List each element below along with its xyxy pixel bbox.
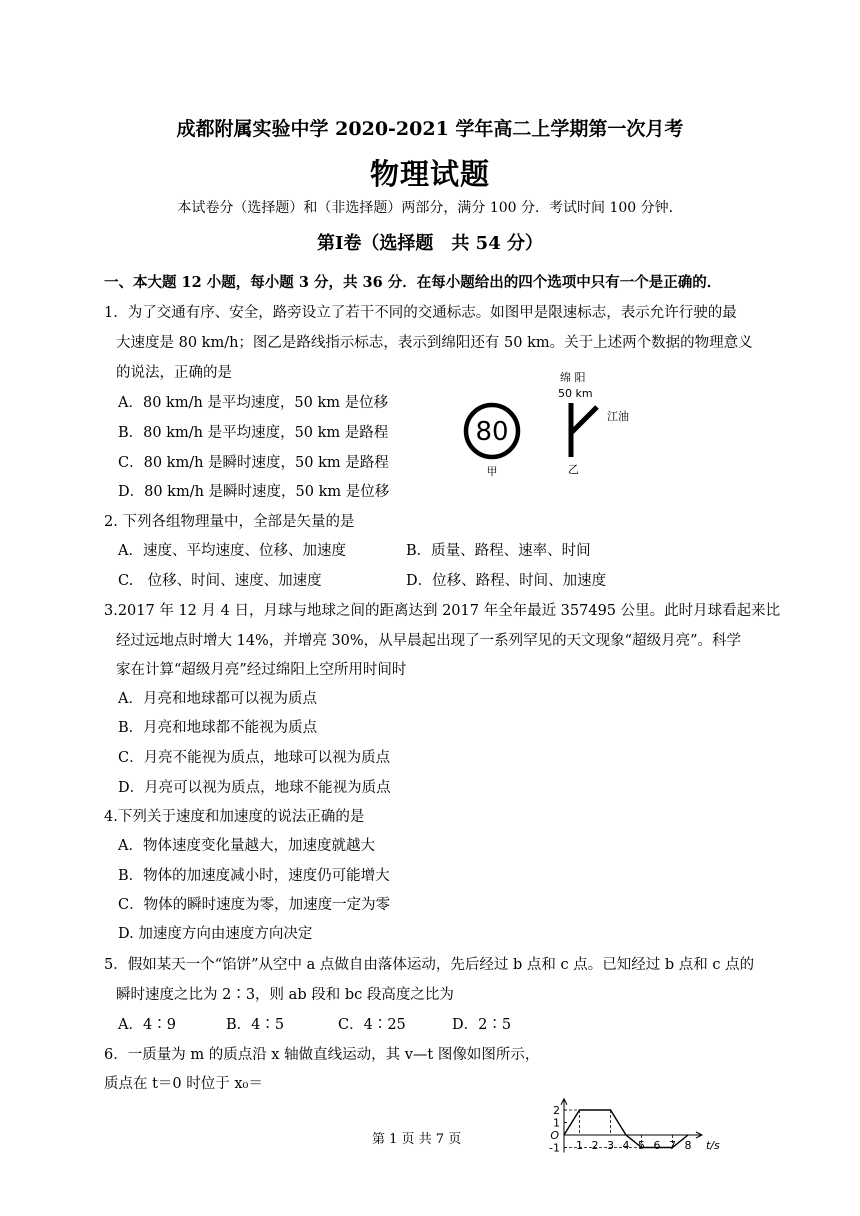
q1-option-b: B．80 km/h 是平均速度，50 km 是路程: [118, 425, 389, 441]
q3-option-d: D．月亮可以视为质点，地球不能视为质点: [118, 780, 391, 796]
q4-stem: 4.下列关于速度和加速度的说法正确的是: [104, 809, 365, 825]
traffic-signs-figure: [455, 365, 655, 480]
q2-option-a: A．速度、平均速度、位移、加速度: [118, 543, 346, 559]
x-tick-label-4: 4: [622, 1139, 630, 1152]
q6-line2: 质点在 t＝0 时位于 x₀＝: [104, 1076, 263, 1092]
sign-distance: 50 km: [558, 387, 593, 400]
q1-option-c: C．80 km/h 是瞬时速度，50 km 是路程: [118, 455, 389, 471]
sign-city-mianyang: 绵 阳: [560, 371, 586, 384]
q4-option-d: D. 加速度方向由速度方向决定: [118, 926, 313, 942]
speed-limit-value: 80: [475, 417, 509, 447]
y-tick-label-1: 1: [553, 1116, 560, 1130]
x-tick-label-5: 5: [638, 1139, 645, 1152]
q3-option-a: A．月亮和地球都可以视为质点: [118, 691, 317, 707]
label-jia: 甲: [486, 465, 498, 478]
q5-option-b: B．4∶5: [226, 1017, 285, 1033]
q3-option-c: C．月亮不能视为质点，地球可以视为质点: [118, 750, 391, 766]
q2-stem: 2. 下列各组物理量中，全部是矢量的是: [104, 514, 355, 530]
exam-intro: 本试卷分（选择题）和（非选择题）两部分，满分 100 分．考试时间 100 分钟．: [177, 200, 683, 216]
x-tick-label-6: 6: [653, 1139, 661, 1152]
q4-option-c: C．物体的瞬时速度为零，加速度一定为零: [118, 897, 391, 913]
q5-option-c: C．4∶25: [338, 1017, 406, 1033]
exam-title: 成都附属实验中学 2020-2021 学年高二上学期第一次月考: [176, 118, 684, 140]
q3-line3: 家在计算“超级月亮”经过绵阳上空所用时间时: [116, 662, 407, 678]
chart-tick-labels: [549, 1104, 720, 1155]
part-instructions: 一、本大题 12 小题，每小题 3 分，共 36 分．在每小题给出的四个选项中只有一个是正确的．: [104, 274, 722, 291]
route-sign-arrow: [571, 403, 597, 457]
x-tick-label-8: 8: [684, 1139, 692, 1152]
q1-line1: 1．为了交通有序、安全，路旁设立了若干不同的交通标志。如图甲是限速标志，表示允许行驶的最: [104, 305, 737, 321]
q4-option-b: B．物体的加速度减小时，速度仍可能增大: [118, 868, 390, 884]
q1-line2: 大速度是 80 km/h；图乙是路线指示标志，表示到绵阳还有 50 km。关于上述两个数据的物理意义: [116, 335, 753, 351]
sign-city-jiangyou: 江油: [607, 410, 629, 423]
q3-line2: 经过远地点时增大 14%，并增亮 30%，从早晨起出现了一系列罕见的天文现象“超级月亮”。科学: [116, 633, 741, 649]
x-tick-label-1: 1: [576, 1139, 583, 1152]
y-tick-label-2: 2: [553, 1104, 560, 1117]
x-tick-label-2: 2: [591, 1139, 599, 1152]
label-yi: 乙: [568, 463, 579, 476]
page-footer: 第 1 页 共 7 页: [372, 1132, 462, 1147]
q4-option-a: A．物体速度变化量越大，加速度就越大: [118, 838, 375, 854]
x-tick-label-7: 7: [669, 1139, 676, 1152]
q2-option-b: B．质量、路程、速率、时间: [406, 543, 591, 559]
q2-option-c: C. 位移、时间、速度、加速度: [118, 573, 322, 589]
q5-line1: 5．假如某天一个“馅饼”从空中 a 点做自由落体运动，先后经过 b 点和 c 点。已知经过 b 点和 c 点的: [104, 957, 755, 973]
q5-option-a: A．4∶9: [118, 1017, 176, 1033]
vt-graph: [540, 1078, 740, 1173]
x-axis-label: t/s: [705, 1139, 720, 1152]
x-tick-label-3: 3: [607, 1139, 614, 1152]
q2-option-d: D．位移、路程、时间、加速度: [406, 573, 607, 589]
q5-line2: 瞬时速度之比为 2∶3，则 ab 段和 bc 段高度之比为: [116, 987, 454, 1003]
q5-option-d: D．2∶5: [452, 1017, 512, 1033]
q1-line3: 的说法，正确的是: [116, 365, 232, 381]
q3-line1: 3.2017 年 12 月 4 日，月球与地球之间的距离达到 2017 年全年最近 357495 公里。此时月球看起来比: [104, 603, 781, 619]
q6-line1: 6．一质量为 m 的质点沿 x 轴做直线运动，其 v—t 图像如图所示，: [104, 1047, 540, 1063]
q1-option-d: D．80 km/h 是瞬时速度，50 km 是位移: [118, 484, 390, 500]
section-heading: 第Ⅰ卷（选择题 共 54 分）: [316, 233, 543, 254]
subject-title: 物理试题: [369, 157, 490, 191]
q3-option-b: B．月亮和地球都不能视为质点: [118, 720, 318, 736]
origin-label: O: [550, 1129, 559, 1142]
y-tick-label-neg1: -1: [549, 1141, 560, 1155]
q1-option-a: A．80 km/h 是平均速度，50 km 是位移: [118, 395, 389, 411]
